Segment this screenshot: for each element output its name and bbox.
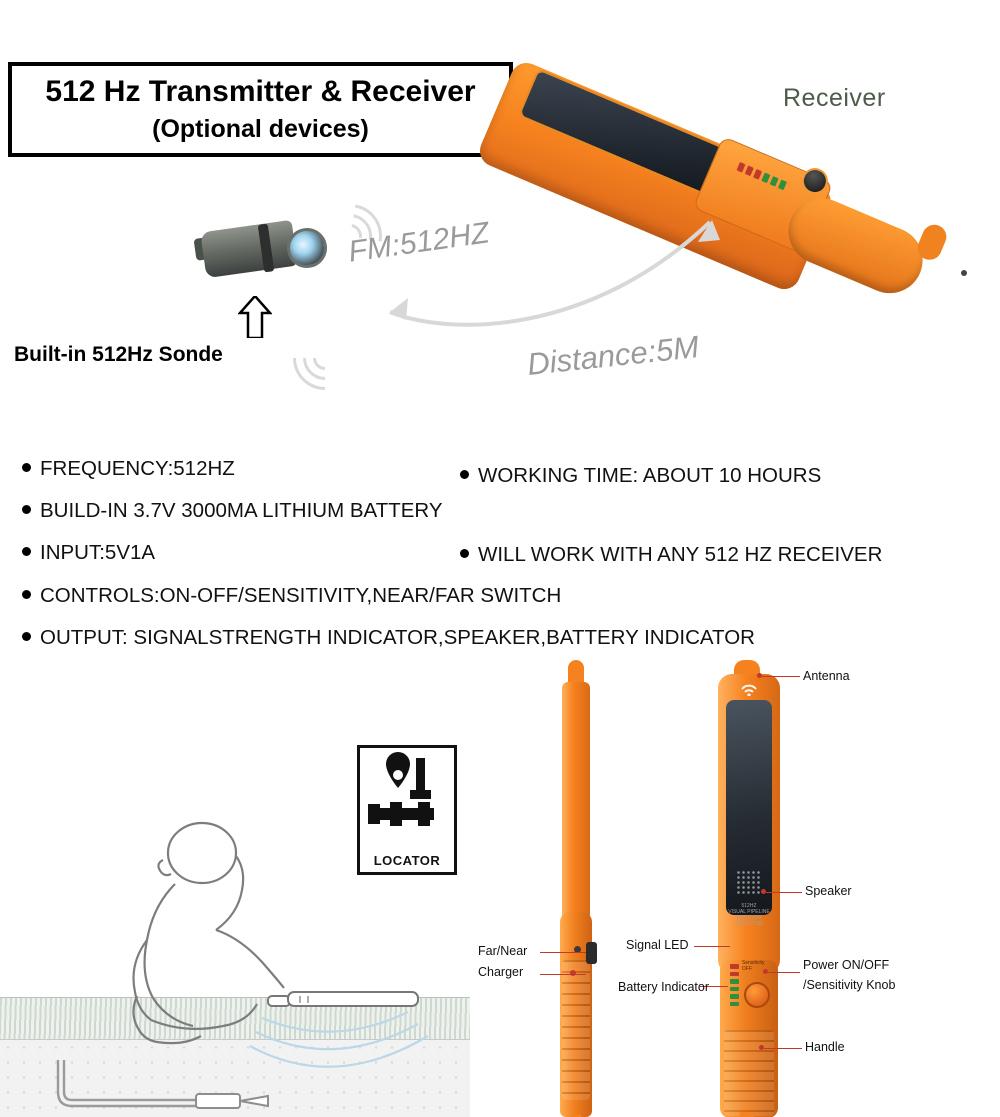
callout-signal-led: Signal LED [626,938,689,952]
speaker-leader-dot [761,889,766,894]
signal-waves-bottom-left-icon [283,328,363,398]
speaker-leader-line [766,892,802,893]
receiver-tip-dot [961,270,967,276]
signal-led-leader-line [694,946,730,947]
spec-item: FREQUENCY:512HZ [22,457,235,481]
spec-item: CONTROLS:ON-OFF/SENSITIVITY,NEAR/FAR SWITCH [22,584,561,608]
title-line-2: (Optional devices) [152,115,369,143]
charger-leader-line [540,974,586,975]
bullet-icon [22,505,31,514]
receiver-grip [778,188,933,303]
device-brand-text: 512HZ VISUAL PIPELINE POSITION DETECTOR [728,903,770,927]
device-front-view [712,660,788,1115]
signal-led-bar [730,964,740,1006]
fm-frequency-label: FM:512HZ [346,216,492,269]
power-knob-leader-line [768,972,800,973]
bullet-icon [22,463,31,472]
power-sensitivity-knob [744,982,770,1008]
bullet-icon [22,632,31,641]
callout-power-knob-line2: /Sensitivity Knob [803,978,896,992]
callout-power-knob-line1: Power ON/OFF [803,958,890,972]
title-line-1: 512 Hz Transmitter & Receiver [45,75,476,108]
device-handle-ridges [724,1030,774,1116]
callout-battery-indicator: Battery Indicator [618,980,710,994]
power-knob-leader-dot [763,969,768,974]
curved-arrow-icon [380,186,750,346]
charger-indicator [570,970,576,976]
handle-leader-line [764,1048,802,1049]
device-shaft [562,682,590,922]
antenna-leader-line [762,676,800,677]
device-grip-ridges [562,960,590,1100]
locator-badge [357,745,457,875]
sensitivity-text: Sensitivity OFF [742,960,765,972]
bullet-icon [22,547,31,556]
spec-item: INPUT:5V1A [22,541,155,565]
charger-port [586,942,597,964]
callout-handle: Handle [805,1040,845,1054]
title-box [8,62,513,157]
spec-item: WORKING TIME: ABOUT 10 HOURS [460,464,821,488]
callout-far-near: Far/Near [478,944,528,958]
spec-item: OUTPUT: SIGNALSTRENGTH INDICATOR,SPEAKER,BATTERY INDICATOR [22,626,755,650]
antenna-icon [739,680,759,696]
bullet-icon [460,470,469,479]
speaker-grill [736,870,762,896]
distance-label: Distance:5M [525,329,701,382]
bullet-icon [460,549,469,558]
bullet-icon [22,590,31,599]
spec-item: WILL WORK WITH ANY 512 HZ RECEIVER [460,543,882,567]
callout-antenna: Antenna [803,669,850,683]
device-side-view [556,660,596,1110]
callout-charger: Charger [478,965,524,979]
callout-speaker: Speaker [805,884,852,898]
handle-leader-dot [759,1045,764,1050]
device-bottom-cap [740,1112,754,1117]
sonde-label: Built-in 512Hz Sonde [14,343,223,366]
up-arrow-icon [238,296,272,338]
locator-badge-label: LOCATOR [373,853,441,868]
far-near-leader-line [540,952,586,953]
sonde-body [200,220,298,278]
spec-item: BUILD-IN 3.7V 3000MA LITHIUM BATTERY [22,499,443,523]
antenna-leader-dot [757,673,762,678]
sonde-illustration [203,212,333,290]
receiver-label: Receiver [783,84,886,112]
